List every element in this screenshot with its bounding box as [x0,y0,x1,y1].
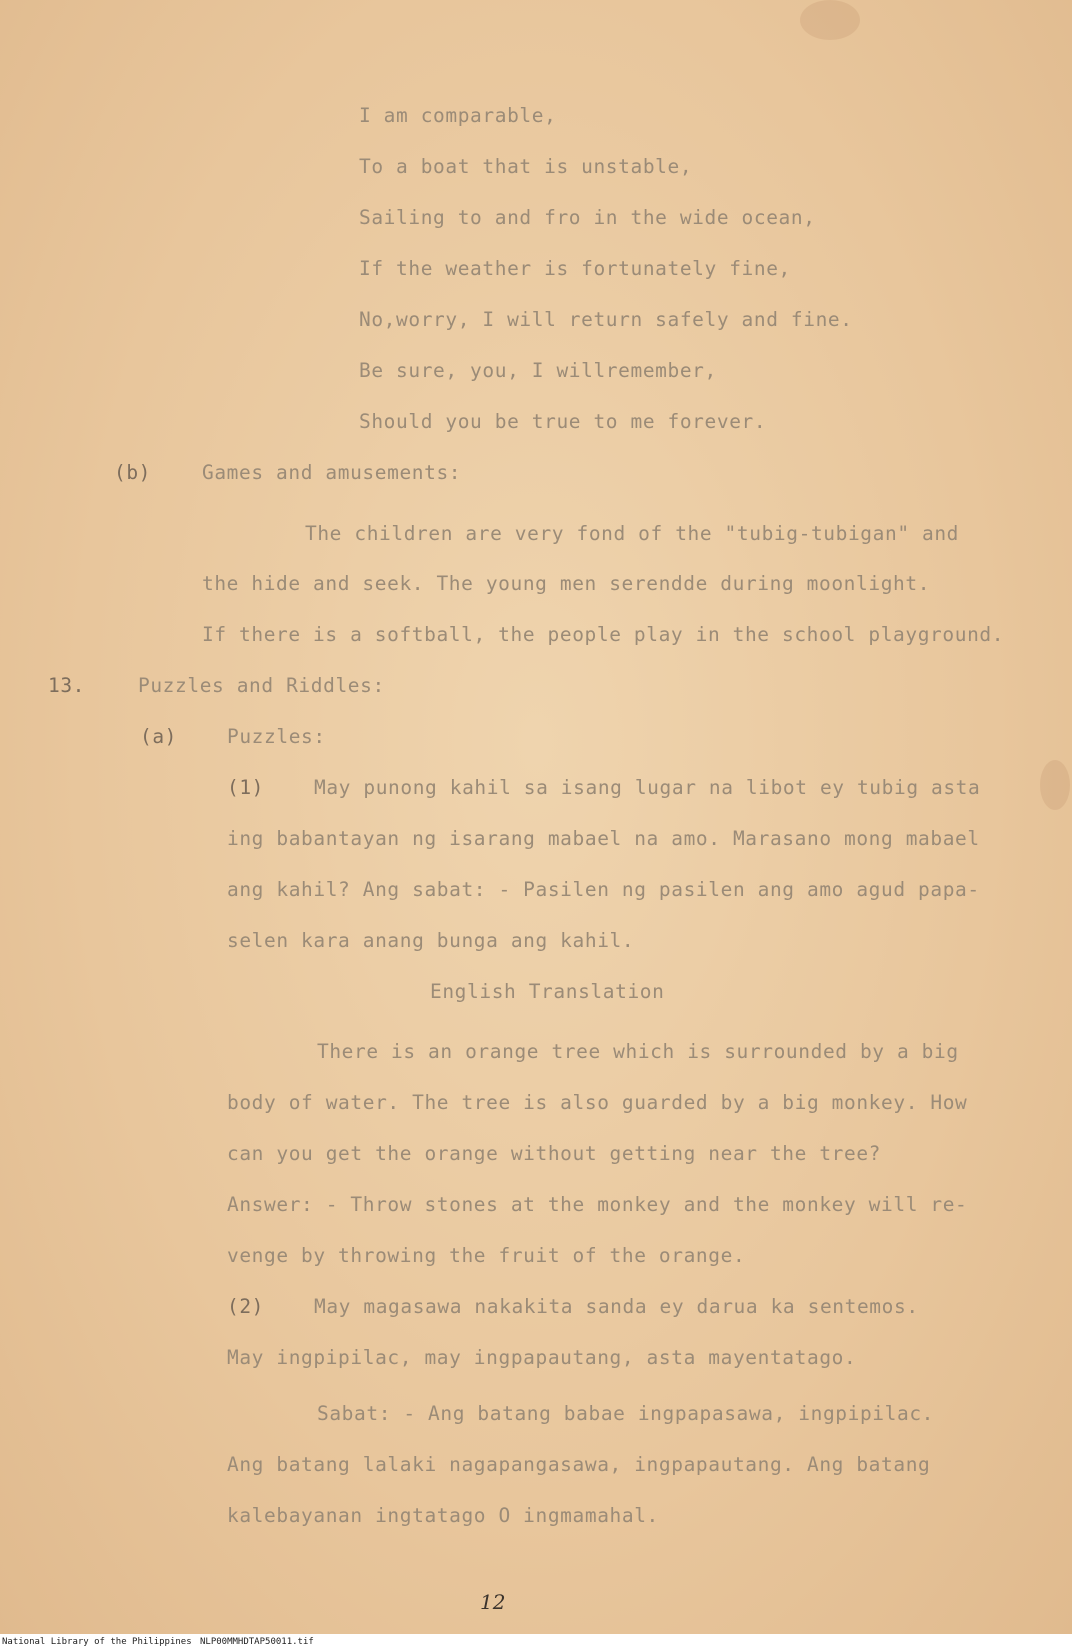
puzzle-1-line: May punong kahil sa isang lugar na libot ey tubig asta [314,776,981,799]
puzzle-2-line: May ingpipilac, may ingpapautang, asta mayentatago. [227,1346,857,1369]
section-b-line: the hide and seek. The young men serendde during moonlight. [202,572,931,595]
section-b-line: The children are very fond of the "tubig-tubigan" and [305,522,960,545]
paper-stain [1040,760,1070,810]
subsection-a-heading: Puzzles: [227,725,326,748]
poem-line: I am comparable, [359,104,557,127]
poem-line: If the weather is fortunately fine, [359,257,791,280]
puzzle-2-marker: (2) [227,1295,265,1318]
puzzle-1-marker: (1) [227,776,265,799]
poem-line: To a boat that is unstable, [359,155,693,178]
page-number: 12 [480,1590,506,1614]
section-13-number: 13. [48,674,86,697]
translation-heading: English Translation [430,980,665,1003]
puzzle-1-line: ing babantayan ng isarang mabael na amo. Marasano mong mabael [227,827,980,850]
scan-footer [0,1634,1072,1650]
section-b-line: If there is a softball, the people play in the school playground. [202,623,1005,646]
translation-line: body of water. The tree is also guarded by a big monkey. How [227,1091,968,1114]
puzzle-2-line: May magasawa nakakita sanda ey darua ka sentemos. [314,1295,919,1318]
paper-stain [800,0,860,40]
section-b-heading: Games and amusements: [202,461,462,484]
section-13-heading: Puzzles and Riddles: [138,674,385,697]
subsection-a-marker: (a) [140,725,178,748]
section-b-marker: (b) [114,461,152,484]
poem-line: Should you be true to me forever. [359,410,767,433]
poem-line: Be sure, you, I willremember, [359,359,717,382]
poem-line: No,worry, I will return safely and fine. [359,308,853,331]
puzzle-2-answer: Ang batang lalaki nagapangasawa, ingpapautang. Ang batang [227,1453,931,1476]
footer-library: National Library of the Philippines [2,1637,192,1647]
translation-line: can you get the orange without getting near the tree? [227,1142,882,1165]
translation-line: Answer: - Throw stones at the monkey and the monkey will re- [227,1193,968,1216]
footer-file: NLP00MMHDTAP50011.tif [200,1637,314,1647]
puzzle-2-answer: Sabat: - Ang batang babae ingpapasawa, ingpipilac. [317,1402,934,1425]
translation-line: There is an orange tree which is surrounded by a big [317,1040,959,1063]
puzzle-1-line: ang kahil? Ang sabat: - Pasilen ng pasilen ang amo agud papa- [227,878,980,901]
puzzle-1-line: selen kara anang bunga ang kahil. [227,929,635,952]
translation-line: venge by throwing the fruit of the orange. [227,1244,746,1267]
puzzle-2-answer: kalebayanan ingtatago O ingmamahal. [227,1504,659,1527]
poem-line: Sailing to and fro in the wide ocean, [359,206,816,229]
